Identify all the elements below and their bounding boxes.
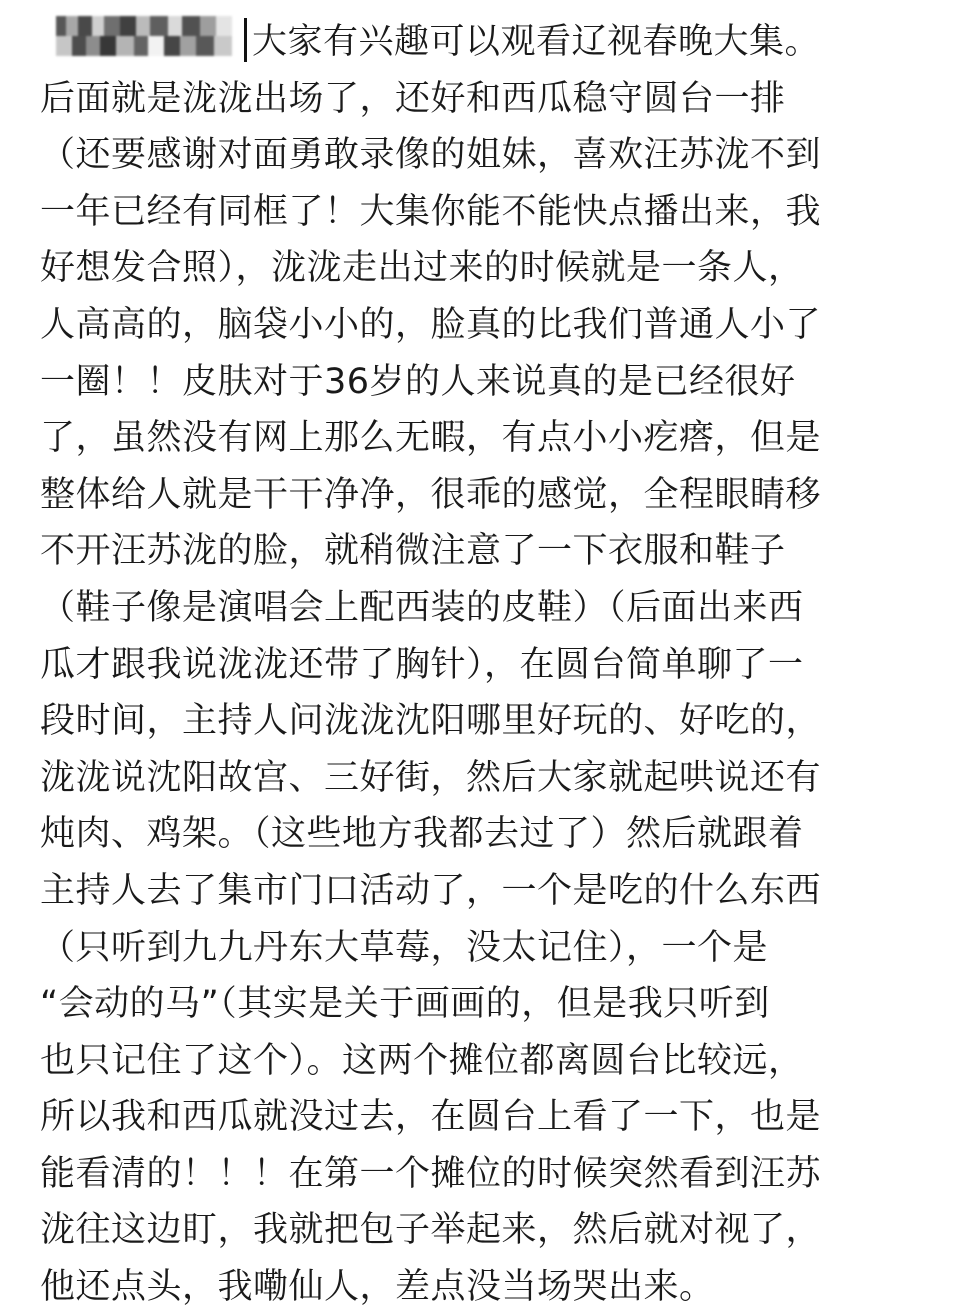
post-line: 泷泷说沈阳故宫、三好街，然后大家就起哄说还有 (40, 757, 822, 798)
post-line: 段时间，主持人问泷泷沈阳哪里好玩的、好吃的， (40, 701, 822, 742)
post-line: 后面就是泷泷出场了，还好和西瓜稳守圆台一排 (40, 78, 786, 119)
post-line: 瓜才跟我说泷泷还带了胸针），在圆台简单聊了一 (40, 644, 804, 685)
post-line: 了，虽然没有网上那么无暇，有点小小疙瘩，但是 (40, 418, 822, 459)
post-line: （还要感谢对面勇敢录像的姐妹，喜欢汪苏泷不到 (40, 135, 822, 176)
post-line: 不开汪苏泷的脸，就稍微注意了一下衣服和鞋子 (40, 531, 786, 572)
post-line: 人高高的，脑袋小小的，脸真的比我们普通人小了 (40, 304, 822, 345)
post-line: 炖肉、鸡架。（这些地方我都去过了）然后就跟着 (40, 814, 804, 855)
post-line: 一年已经有同框了！大集你能不能快点播出来，我 (40, 191, 822, 232)
post-line: 大家有兴趣可以观看辽视春晚大集。 (252, 22, 821, 62)
post-body (40, 14, 930, 1316)
post-line: 好想发合照），泷泷走出过来的时候就是一条人， (40, 248, 804, 289)
post-line: （只听到九九丹东大草莓，没太记住），一个是 (40, 927, 769, 968)
post-line: （鞋子像是演唱会上配西装的皮鞋）（后面出来西 (40, 587, 804, 628)
post-line: 也只记住了这个）。这两个摊位都离圆台比较远， (40, 1040, 804, 1081)
post-line: 一圈！！皮肤对于36岁的人来说真的是已经很好 (40, 361, 796, 402)
post-line: 主持人去了集市门口活动了，一个是吃的什么东西 (40, 870, 822, 911)
post-line: 他还点头，我嘞仙人，差点没当场哭出来。 (40, 1267, 715, 1308)
post-line: 整体给人就是干干净净，很乖的感觉，全程眼睛移 (40, 474, 822, 515)
post-line: 泷往这边盯，我就把包子举起来，然后就对视了， (40, 1210, 822, 1251)
post-line: “会动的马”（其实是关于画画的，但是我只听到 (40, 984, 770, 1025)
post-line: 能看清的！！！在第一个摊位的时候突然看到汪苏 (40, 1153, 822, 1194)
post-line: 所以我和西瓜就没过去，在圆台上看了一下，也是 (40, 1097, 822, 1138)
